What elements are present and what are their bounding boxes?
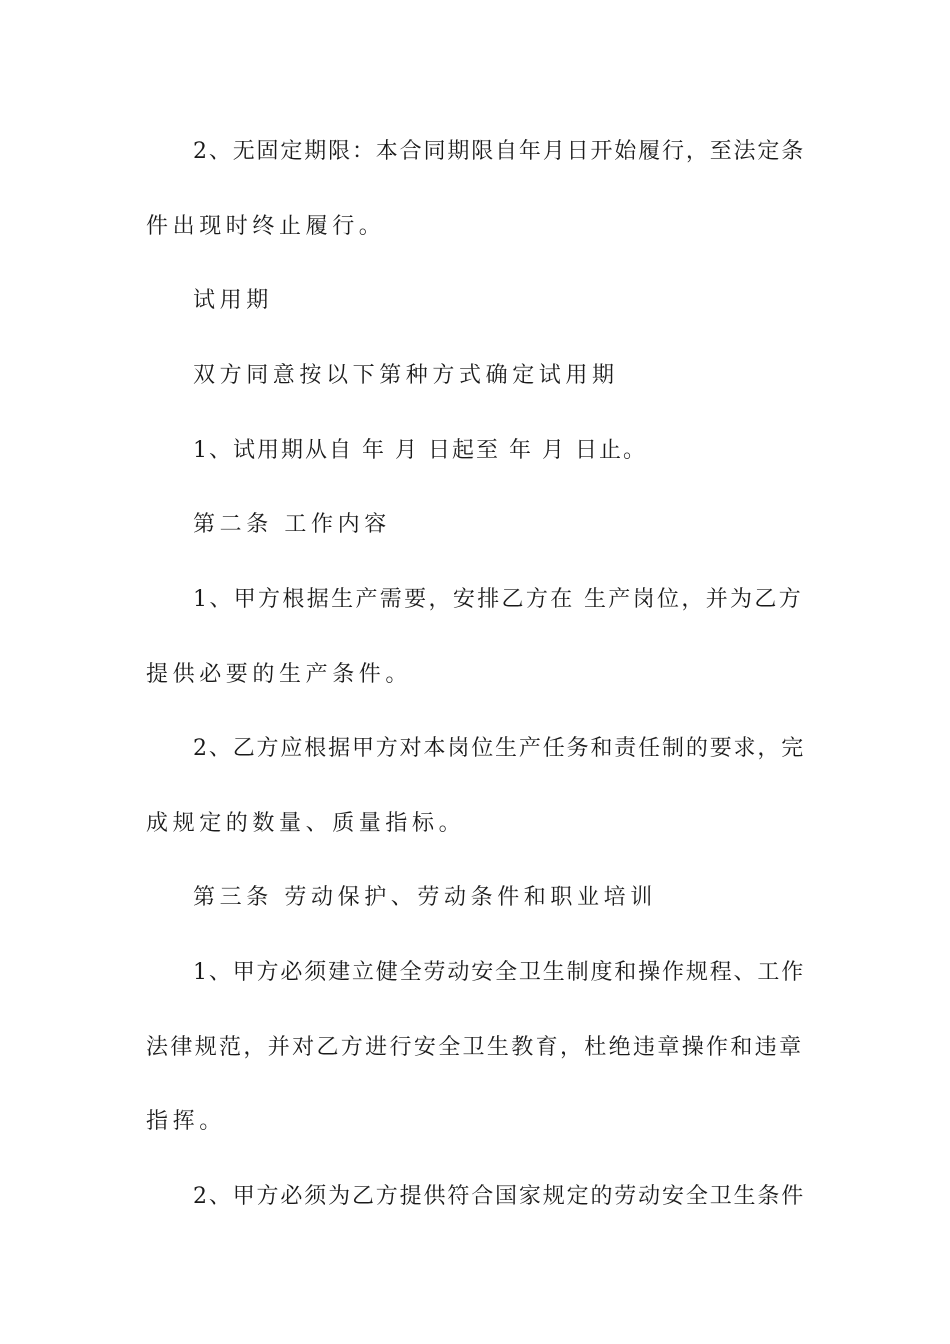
- article-2-heading: 第二条 工作内容: [193, 512, 391, 537]
- paragraph-fixed-term-line-2: 件出现时终止履行。: [146, 214, 386, 239]
- paragraph-probation-method: 双方同意按以下第种方式确定试用期: [193, 363, 619, 388]
- article-2-item-1-line-1: 1、甲方根据生产需要，安排乙方在 生产岗位，并为乙方: [193, 587, 804, 612]
- section-probation-heading: 试用期: [193, 288, 273, 313]
- paragraph-fixed-term-line-1: 2、无固定期限：本合同期限自年月日开始履行，至法定条: [193, 139, 806, 164]
- paragraph-probation-period: 1、试用期从自 年 月 日起至 年 月 日止。: [193, 438, 647, 463]
- article-2-item-2-line-1: 2、乙方应根据甲方对本岗位生产任务和责任制的要求，完: [193, 736, 806, 761]
- article-3-item-1-line-1: 1、甲方必须建立健全劳动安全卫生制度和操作规程、工作: [193, 960, 806, 985]
- article-2-item-1-line-2: 提供必要的生产条件。: [146, 662, 413, 687]
- article-3-heading: 第三条 劳动保护、劳动条件和职业培训: [193, 885, 657, 910]
- article-3-item-2-line-1: 2、甲方必须为乙方提供符合国家规定的劳动安全卫生条件: [193, 1184, 806, 1209]
- article-2-item-2-line-2: 成规定的数量、质量指标。: [146, 811, 466, 836]
- article-3-item-1-line-3: 指挥。: [146, 1109, 226, 1134]
- article-3-item-1-line-2: 法律规范，并对乙方进行安全卫生教育，杜绝违章操作和违章: [146, 1035, 804, 1060]
